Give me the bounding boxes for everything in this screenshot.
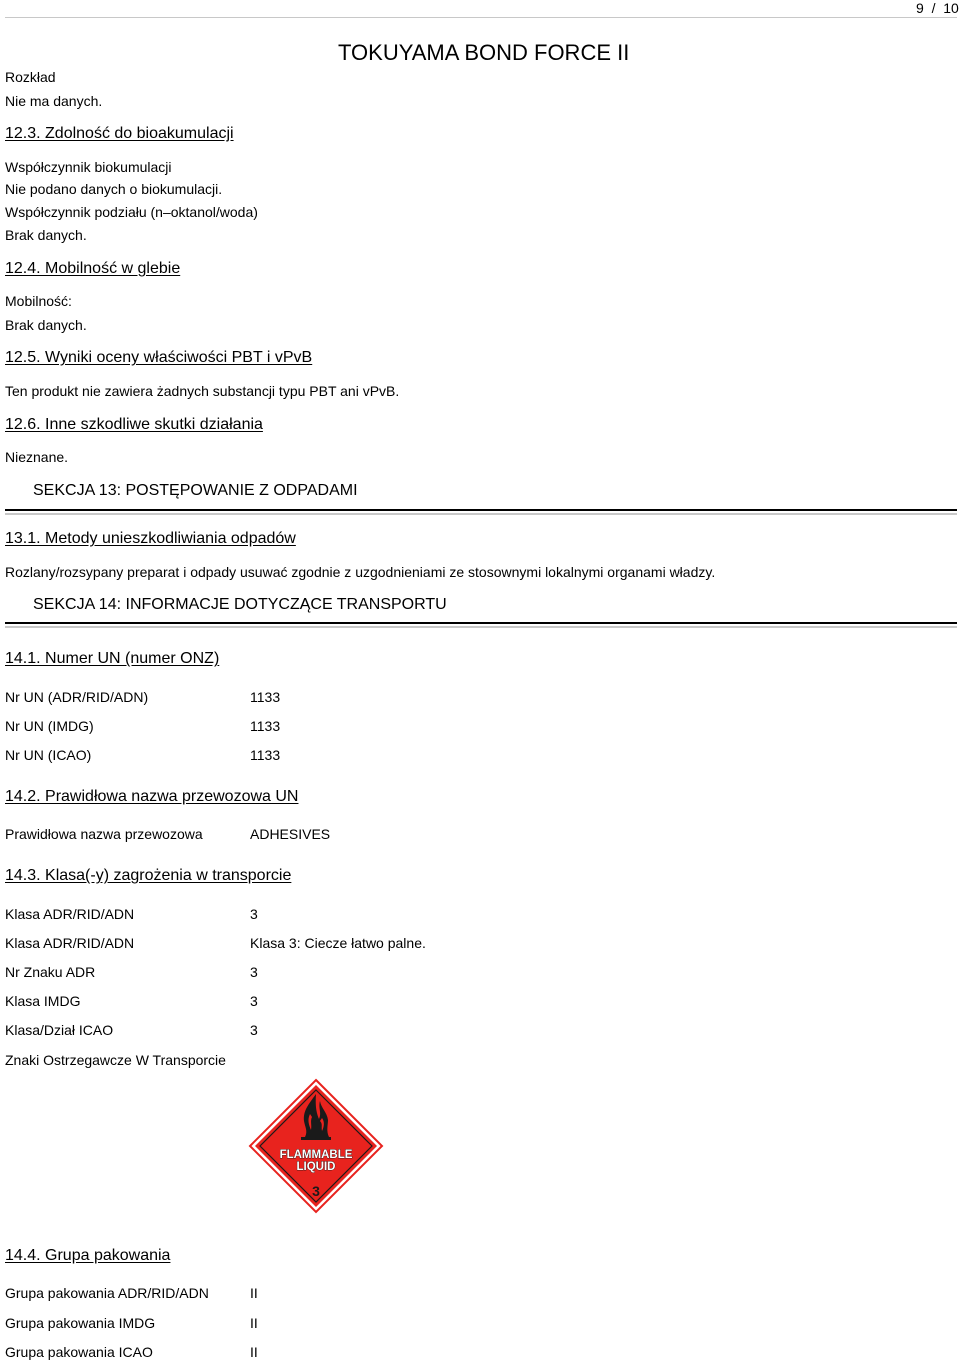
- bcf-value: Nie podano danych o biokumulacji.: [5, 181, 223, 197]
- shipping-name-label: Prawidłowa nazwa przewozowa: [5, 826, 203, 842]
- pbt-text: Ten produkt nie zawiera żadnych substancji typu PBT ani vPvB.: [5, 383, 400, 399]
- section-14-title: SEKCJA 14: INFORMACJE DOTYCZĄCE TRANSPORTU: [33, 596, 447, 613]
- section-13-divider-shadow: [5, 513, 957, 515]
- placard-text-liquid: LIQUID: [296, 1161, 336, 1173]
- degradation-value: Nie ma danych.: [5, 93, 103, 109]
- packing-group-value-imdg: II: [250, 1315, 258, 1331]
- page-separator: /: [931, 0, 936, 16]
- document-title: TOKUYAMA BOND FORCE II: [338, 40, 630, 65]
- section-12-6-heading: 12.6. Inne szkodliwe skutki działania: [5, 416, 263, 433]
- kow-value: Brak danych.: [5, 227, 87, 243]
- section-14-3-heading: 14.3. Klasa(-y) zagrożenia w transporcie: [5, 867, 292, 884]
- section-13-divider: [5, 509, 957, 511]
- section-14-4-heading: 14.4. Grupa pakowania: [5, 1247, 171, 1264]
- page-current: 9: [916, 0, 924, 16]
- imdg-class-value: 3: [250, 993, 258, 1009]
- un-label-adr: Nr UN (ADR/RID/ADN): [5, 689, 149, 705]
- un-value-adr: 1133: [250, 689, 281, 705]
- section-14-2-heading: 14.2. Prawidłowa nazwa przewozowa UN: [5, 788, 299, 805]
- adr-label-number-value: 3: [250, 964, 258, 980]
- waste-disposal-text: Rozlany/rozsypany preparat i odpady usuwać zgodnie z uzgodnieniami ze stosownymi lokalnymi organami władzy.: [5, 564, 716, 580]
- page-total: 10: [943, 0, 959, 16]
- degradation-label: Rozkład: [5, 69, 56, 85]
- hazard-class-value-adr-desc: Klasa 3: Ciecze łatwo palne.: [250, 935, 426, 951]
- un-value-icao: 1133: [250, 747, 281, 763]
- mobility-label: Mobilność:: [5, 293, 72, 309]
- flammable-liquid-placard: [248, 1078, 384, 1214]
- bcf-label: Współczynnik biokumulacji: [5, 159, 172, 175]
- section-13-1-heading: 13.1. Metody unieszkodliwiania odpadów: [5, 530, 296, 547]
- packing-group-label-adr: Grupa pakowania ADR/RID/ADN: [5, 1285, 209, 1301]
- packing-group-label-icao: Grupa pakowania ICAO: [5, 1344, 153, 1360]
- adr-label-number-label: Nr Znaku ADR: [5, 964, 96, 980]
- hazard-class-label-adr: Klasa ADR/RID/ADN: [5, 906, 135, 922]
- hazard-class-label-adr-desc: Klasa ADR/RID/ADN: [5, 935, 135, 951]
- kow-label: Współczynnik podziału (n–oktanol/woda): [5, 204, 258, 220]
- section-14-divider: [5, 622, 957, 624]
- packing-group-value-icao: II: [250, 1344, 258, 1360]
- section-12-4-heading: 12.4. Mobilność w glebie: [5, 260, 181, 277]
- shipping-name-value: ADHESIVES: [250, 826, 331, 842]
- mobility-value: Brak danych.: [5, 317, 87, 333]
- transport-pictograms-label: Znaki Ostrzegawcze W Transporcie: [5, 1052, 226, 1068]
- section-14-1-heading: 14.1. Numer UN (numer ONZ): [5, 650, 220, 667]
- other-effects-text: Nieznane.: [5, 449, 69, 465]
- section-14-divider-shadow: [5, 626, 957, 628]
- packing-group-label-imdg: Grupa pakowania IMDG: [5, 1315, 156, 1331]
- header-divider: [5, 17, 957, 18]
- un-label-imdg: Nr UN (IMDG): [5, 718, 94, 734]
- section-12-5-heading: 12.5. Wyniki oceny właściwości PBT i vPvB: [5, 349, 313, 366]
- page-number: [916, 0, 959, 16]
- section-13-title: SEKCJA 13: POSTĘPOWANIE Z ODPADAMI: [33, 482, 358, 499]
- hazard-class-value-adr: 3: [250, 906, 258, 922]
- un-value-imdg: 1133: [250, 718, 281, 734]
- icao-class-label: Klasa/Dział ICAO: [5, 1022, 114, 1038]
- section-12-3-heading: 12.3. Zdolność do bioakumulacji: [5, 125, 234, 142]
- imdg-class-label: Klasa IMDG: [5, 993, 81, 1009]
- icao-class-value: 3: [250, 1022, 258, 1038]
- placard-class-number: 3: [312, 1183, 320, 1199]
- un-label-icao: Nr UN (ICAO): [5, 747, 92, 763]
- packing-group-value-adr: II: [250, 1285, 258, 1301]
- placard-text-flammable: FLAMMABLE: [279, 1149, 353, 1161]
